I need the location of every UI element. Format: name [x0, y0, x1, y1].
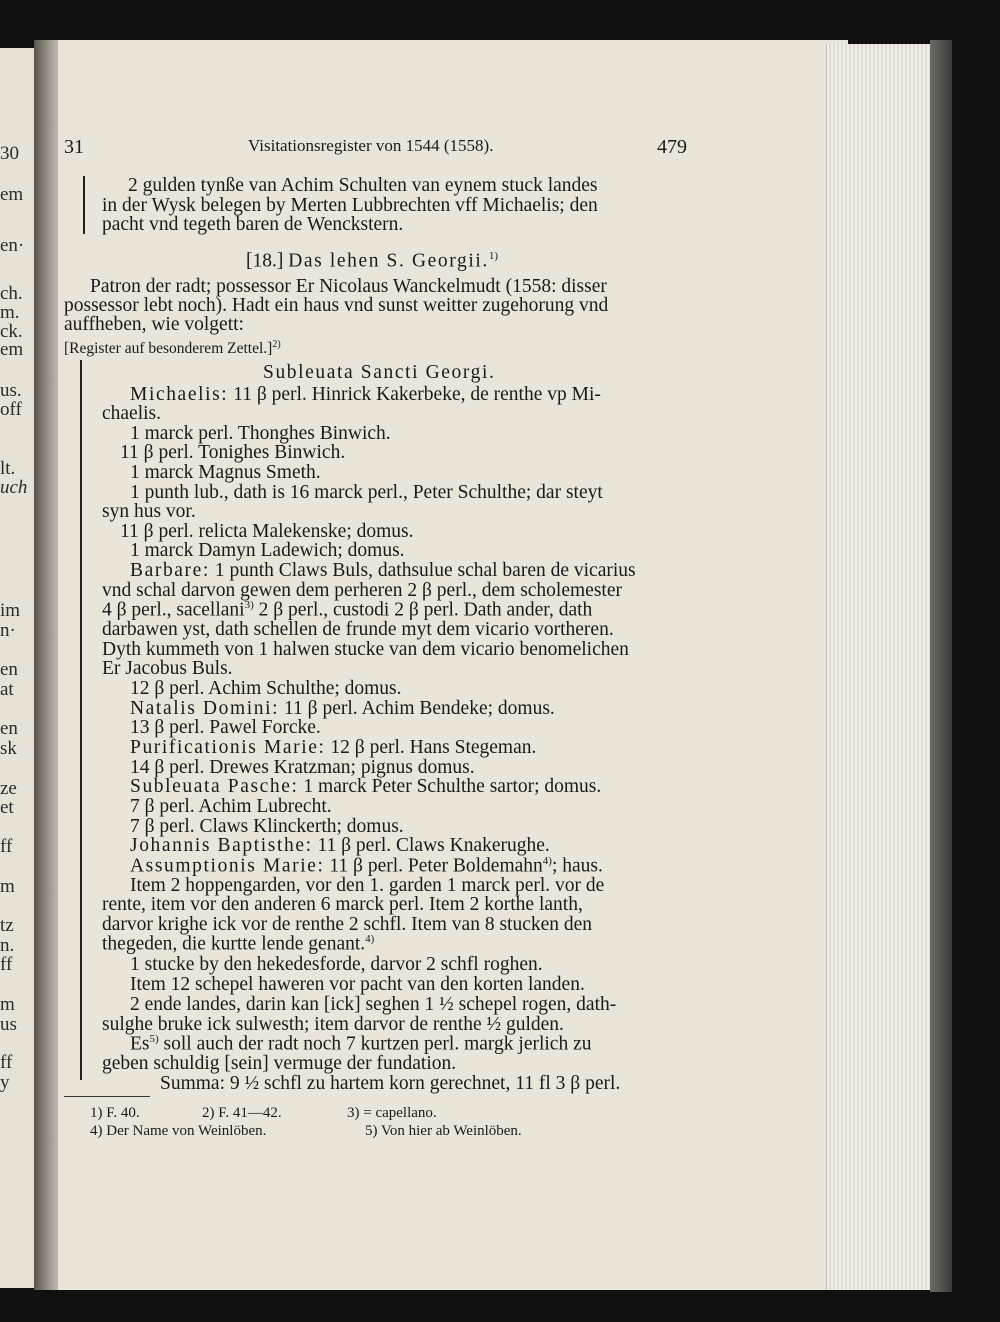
- margin-fragment: im: [0, 600, 21, 621]
- entry-text: 2 β perl., custodi 2 β perl. Dath ander, dath: [258, 599, 593, 621]
- text-line: geben schuldig [sein] vermuge der fundation.: [102, 1053, 457, 1074]
- section-title: Das lehen S. Georgii.: [288, 250, 489, 272]
- text-line: 2 gulden tynße van Achim Schulten van eynem stuck landes: [128, 175, 598, 196]
- text-line: Patron der radt; possessor Er Nicolaus Wanckelmudt (1558: disser: [90, 276, 607, 297]
- footnote-ref: 1): [488, 250, 499, 262]
- text-line: sulghe bruke ick sulwesth; item darvor de renthe ½ gulden.: [102, 1014, 564, 1035]
- entry-text: 1 punth Claws Buls, dathsulue schal baren de vicarius: [214, 560, 636, 581]
- entry-text: thegeden, die kurtte lende genant.: [102, 933, 366, 955]
- text-line: 2 ende landes, darin kan [ick] seghen 1 ½ schepel rogen, dath-: [130, 994, 617, 1015]
- text-line: Item 12 schepel haweren vor pacht van den korten landen.: [130, 974, 585, 995]
- margin-fragment: ff: [0, 836, 13, 857]
- book-cover-edge: [930, 40, 952, 1292]
- footnote: 3) = capellano.: [347, 1105, 437, 1121]
- text-line: in der Wysk belegen by Merten Lubbrechten vff Michaelis; den: [102, 195, 598, 216]
- margin-fragment: lt.: [0, 458, 16, 479]
- footnote: 4) Der Name von Weinlöben.: [90, 1123, 267, 1139]
- margin-fragment: us.: [0, 380, 22, 401]
- page-number: 479: [657, 136, 687, 158]
- margin-fragment: en: [0, 718, 18, 739]
- text-line: [130, 835, 550, 857]
- feast-name: Assumptionis Marie:: [130, 855, 325, 877]
- text-line: pacht vnd tegeth baren de Wenckstern.: [102, 214, 404, 235]
- entry-text: 11 β perl. Claws Knakerughe.: [317, 835, 550, 856]
- editorial-note-text: [Register auf besonderem Zettel.]: [64, 340, 273, 358]
- feast-name: Purificationis Marie:: [130, 737, 326, 758]
- text-line: Dyth kummeth von 1 halwen stucke van dem vicario benomelichen: [102, 639, 629, 660]
- text-line: [130, 560, 636, 582]
- margin-fragment: sk: [0, 738, 17, 759]
- text-line: chaelis.: [102, 403, 162, 424]
- entry-text: 11 β perl. Hinrick Kakerbeke, de renthe vp Mi-: [233, 384, 601, 405]
- text-line: 11 β perl. Tonighes Binwich.: [120, 442, 346, 463]
- text-line: 13 β perl. Pawel Forcke.: [130, 717, 321, 738]
- feast-name: Natalis Domini:: [130, 698, 280, 719]
- text-line: [130, 384, 601, 406]
- entry-text: ; haus.: [551, 855, 603, 877]
- margin-fragment: ze: [0, 778, 17, 799]
- text-line: 11 β perl. relicta Malekenske; domus.: [120, 521, 414, 542]
- footnote: 5) Von hier ab Weinlöben.: [365, 1123, 522, 1139]
- entry-text: Es: [130, 1033, 150, 1055]
- text-line: 14 β perl. Drewes Kratzman; pignus domus.: [130, 757, 475, 778]
- margin-fragment: m: [0, 994, 15, 1015]
- entry-text: soll auch der radt noch 7 kurtzen perl. margk jerlich zu: [163, 1033, 592, 1055]
- margin-fragment: uch: [0, 477, 28, 498]
- text-line: syn hus vor.: [102, 501, 196, 522]
- footnote-ref: 3): [244, 599, 254, 611]
- feast-name: Barbare:: [130, 560, 210, 581]
- text-line: [102, 933, 374, 956]
- margin-fragment: at: [0, 679, 14, 700]
- running-head-left-number: 31: [64, 136, 84, 158]
- text-line: darbawen yst, dath schellen de frunde myt dem vicario vortheren.: [102, 619, 614, 640]
- margin-fragment: m: [0, 876, 15, 897]
- footnote-ref: 4): [542, 855, 552, 867]
- running-head-title: Visitationsregister von 1544 (1558).: [248, 136, 494, 155]
- text-line: Er Jacobus Buls.: [102, 658, 233, 679]
- feast-name: Johannis Baptisthe:: [130, 835, 313, 856]
- text-line: darvor krighe ick vor de renthe 2 schfl. Item van 8 stucken den: [102, 914, 593, 935]
- text-line: 7 β perl. Claws Klinckerth; domus.: [130, 816, 404, 837]
- text-line: 1 stucke by den hekedesforde, darvor 2 schfl roghen.: [130, 954, 543, 975]
- text-line: 1 punth lub., dath is 16 marck perl., Peter Schulthe; dar steyt: [130, 482, 603, 503]
- margin-fragment: ck.: [0, 321, 23, 342]
- footnote-ref: 5): [149, 1033, 159, 1045]
- margin-fragment: em: [0, 184, 24, 205]
- footnote: 1) F. 40.: [90, 1105, 140, 1121]
- margin-fragment: off: [0, 399, 22, 420]
- margin-fragment: ch.: [0, 283, 23, 304]
- text-line: 7 β perl. Achim Lubrecht.: [130, 796, 332, 817]
- summa-line: Summa: 9 ½ schfl zu hartem korn gerechnet, 11 fl 3 β perl.: [160, 1073, 621, 1094]
- text-line: [130, 737, 536, 759]
- margin-fragment: et: [0, 797, 14, 818]
- footnote: 2) F. 41—42.: [202, 1105, 282, 1121]
- margin-fragment: m.: [0, 302, 20, 323]
- margin-fragment: n.: [0, 935, 15, 956]
- text-line: vnd schal darvon gewen dem perheren 2 β perl., dem scholemester: [102, 580, 622, 601]
- text-line: 12 β perl. Achim Schulthe; domus.: [130, 678, 402, 699]
- footnote-rule: [64, 1096, 150, 1097]
- margin-fragment: y: [0, 1072, 10, 1093]
- margin-bar: [83, 176, 85, 234]
- margin-fragment: em: [0, 339, 24, 360]
- text-line: 1 marck perl. Thonghes Binwich.: [130, 423, 391, 444]
- margin-fragment: tz: [0, 915, 14, 936]
- section-heading: [246, 250, 498, 273]
- footnote-ref: 4): [365, 933, 375, 945]
- entry-text: 11 β perl. Achim Bendeke; domus.: [284, 698, 555, 719]
- margin-fragment: 30: [0, 143, 19, 164]
- editorial-note: [64, 339, 281, 358]
- feast-name: Michaelis:: [130, 384, 229, 405]
- entry-text: 4 β perl., sacellani: [102, 599, 245, 621]
- text-line: 1 marck Damyn Ladewich; domus.: [130, 540, 405, 561]
- footnote-ref: 2): [272, 339, 281, 350]
- section-number: [18.]: [246, 250, 284, 272]
- text-line: auffheben, wie volgett:: [64, 314, 244, 335]
- subheading: Subleuata Sancti Georgi.: [263, 362, 496, 383]
- entry-text: 12 β perl. Hans Stegeman.: [330, 737, 537, 758]
- margin-fragment: en: [0, 659, 18, 680]
- entry-text: 1 marck Peter Schulthe sartor; domus.: [303, 776, 602, 797]
- text-line: Item 2 hoppengarden, vor den 1. garden 1 marck perl. vor de: [130, 875, 605, 896]
- text-line: 1 marck Magnus Smeth.: [130, 462, 321, 483]
- text-line: [130, 776, 601, 798]
- margin-fragment: n·: [0, 620, 16, 641]
- margin-fragment: ff: [0, 1052, 13, 1073]
- text-line: rente, item vor den anderen 6 marck perl. Item 2 korthe lanth,: [102, 894, 583, 915]
- margin-fragment: en·: [0, 235, 25, 256]
- feast-name: Subleuata Pasche:: [130, 776, 299, 797]
- entry-text: 11 β perl. Peter Boldemahn: [329, 855, 543, 877]
- margin-fragment: ff: [0, 954, 13, 975]
- margin-fragment: us: [0, 1014, 17, 1035]
- margin-bar: [80, 360, 82, 1080]
- text-line: possessor lebt noch). Hadt ein haus vnd sunst weitter zugehorung vnd: [64, 295, 609, 316]
